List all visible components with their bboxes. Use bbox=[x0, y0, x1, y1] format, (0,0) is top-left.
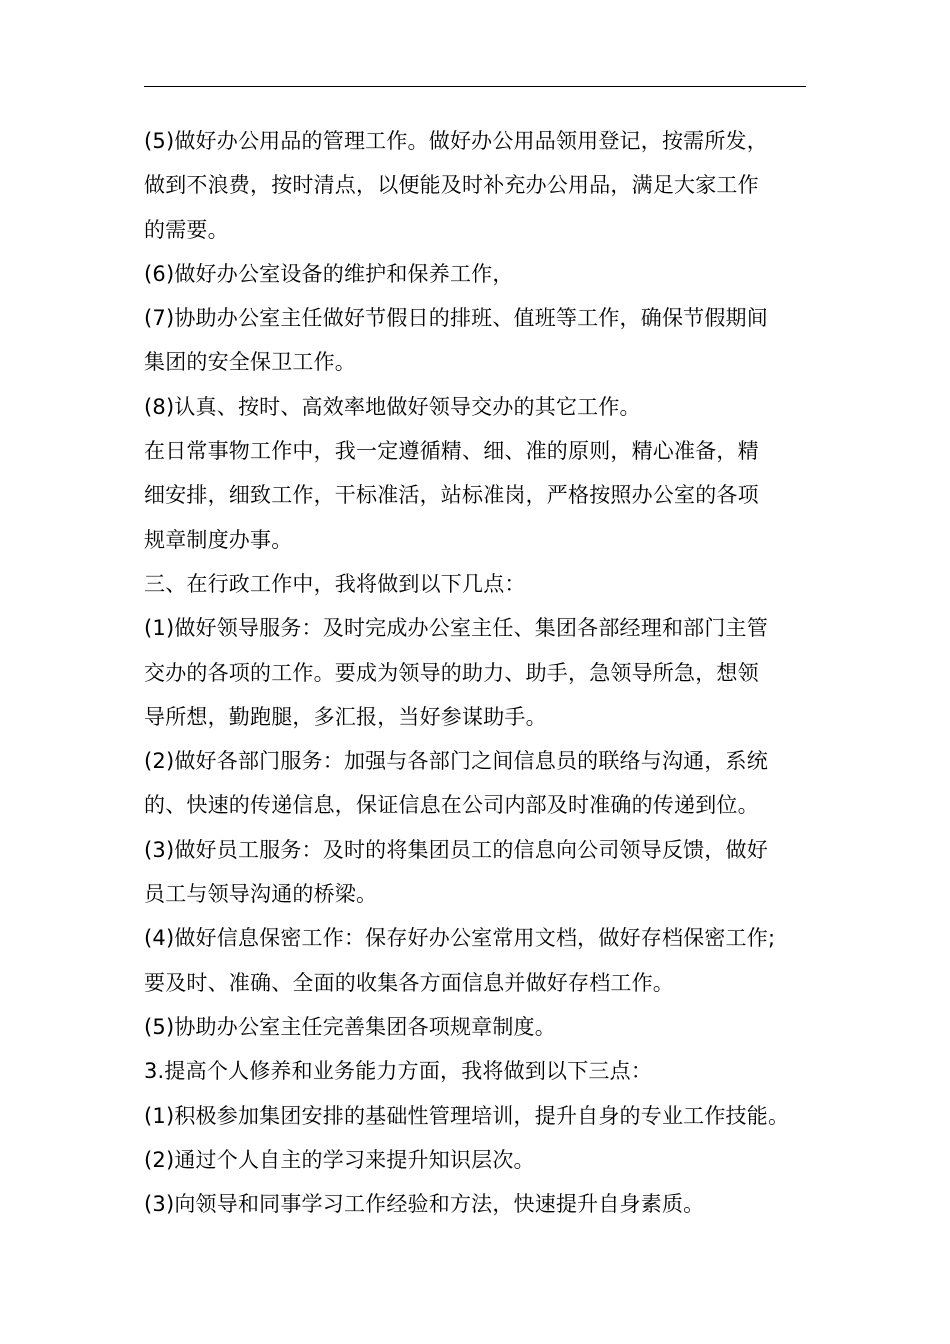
text-line: (7)协助办公室主任做好节假日的排班、值班等工作，确保节假期间 bbox=[144, 306, 768, 331]
text-line: 规章制度办事。 bbox=[144, 527, 293, 552]
text-line: (3)向领导和同事学习工作经验和方法，快速提升自身素质。 bbox=[144, 1192, 705, 1217]
text-line: 员工与领导沟通的桥梁。 bbox=[144, 882, 378, 907]
text-line: 做到不浪费，按时清点，以便能及时补充办公用品，满足大家工作 bbox=[144, 173, 759, 198]
text-line: (1)做好领导服务：及时完成办公室主任、集团各部经理和部门主管 bbox=[144, 616, 768, 641]
section-heading: 3.提高个人修养和业务能力方面，我将做到以下三点： bbox=[144, 1059, 653, 1084]
text-line: (3)做好员工服务：及时的将集团员工的信息向公司领导反馈，做好 bbox=[144, 837, 768, 862]
text-line: (6)做好办公室设备的维护和保养工作， bbox=[144, 261, 514, 286]
text-line: (5)做好办公用品的管理工作。做好办公用品领用登记，按需所发， bbox=[144, 129, 768, 153]
header-divider bbox=[144, 86, 806, 87]
text-line: 要及时、准确、全面的收集各方面信息并做好存档工作。 bbox=[144, 970, 674, 995]
text-line: 导所想，勤跑腿，多汇报，当好参谋助手。 bbox=[144, 704, 547, 729]
text-line: 的、快速的传递信息，保证信息在公司内部及时准确的传递到位。 bbox=[144, 793, 759, 818]
text-line: 细安排，细致工作，干标准活，站标准岗，严格按照办公室的各项 bbox=[144, 483, 759, 508]
text-line: (2)通过个人自主的学习来提升知识层次。 bbox=[144, 1147, 535, 1172]
document-body bbox=[144, 119, 812, 1226]
section-heading: 三、在行政工作中，我将做到以下几点： bbox=[144, 571, 526, 596]
text-line: 集团的安全保卫工作。 bbox=[144, 350, 356, 375]
text-line: (1)积极参加集团安排的基础性管理培训，提升自身的专业工作技能。 bbox=[144, 1103, 790, 1128]
text-line: 在日常事物工作中，我一定遵循精、细、准的原则，精心准备，精 bbox=[144, 439, 759, 464]
text-line: (8)认真、按时、高效率地做好领导交办的其它工作。 bbox=[144, 394, 641, 419]
text-line: (4)做好信息保密工作：保存好办公室常用文档，做好存档保密工作; bbox=[144, 926, 776, 951]
text-line: (2)做好各部门服务：加强与各部门之间信息员的联络与沟通，系统 bbox=[144, 749, 768, 774]
text-line: (5)协助办公室主任完善集团各项规章制度。 bbox=[144, 1014, 556, 1039]
text-line: 交办的各项的工作。要成为领导的助力、助手，急领导所急，想领 bbox=[144, 660, 759, 685]
text-line: 的需要。 bbox=[144, 217, 229, 242]
